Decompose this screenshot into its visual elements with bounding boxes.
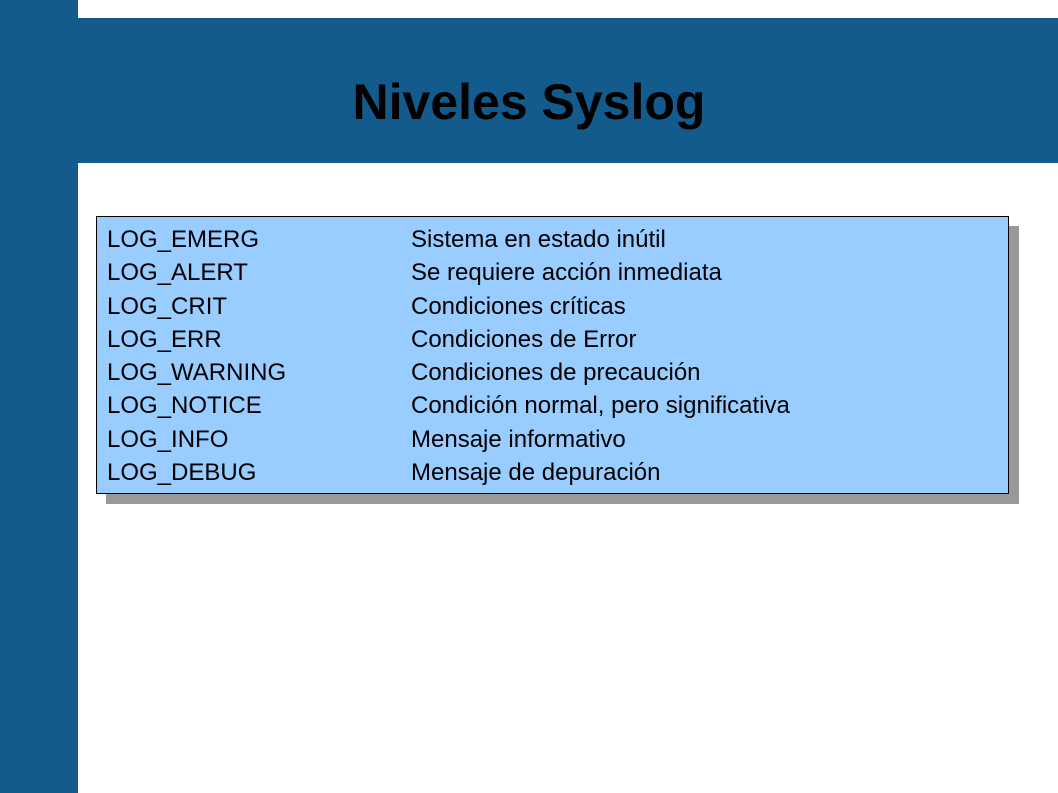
- level-name: LOG_CRIT: [107, 292, 228, 320]
- level-description: Sistema en estado inútil: [411, 226, 666, 253]
- level-name: LOG_WARNING: [107, 359, 287, 387]
- level-description: Condiciones de Error: [411, 325, 637, 353]
- level-description: Mensaje de depuración: [411, 459, 661, 487]
- level-name: LOG_EMERG: [107, 226, 260, 253]
- level-description: Condiciones de precaución: [411, 359, 701, 387]
- level-name: LOG_ERR: [107, 325, 222, 353]
- level-name: LOG_ALERT: [107, 259, 248, 287]
- level-name: LOG_NOTICE: [107, 392, 262, 420]
- level-description: Mensaje informativo: [411, 425, 626, 453]
- syslog-levels-box: [96, 216, 1009, 494]
- page-title: Niveles Syslog: [352, 74, 706, 130]
- level-description: Condiciones críticas: [411, 292, 626, 320]
- level-name: LOG_DEBUG: [107, 459, 257, 487]
- level-description: Condición normal, pero significativa: [411, 392, 790, 420]
- level-name: LOG_INFO: [107, 425, 229, 453]
- level-description: Se requiere acción inmediata: [411, 259, 722, 287]
